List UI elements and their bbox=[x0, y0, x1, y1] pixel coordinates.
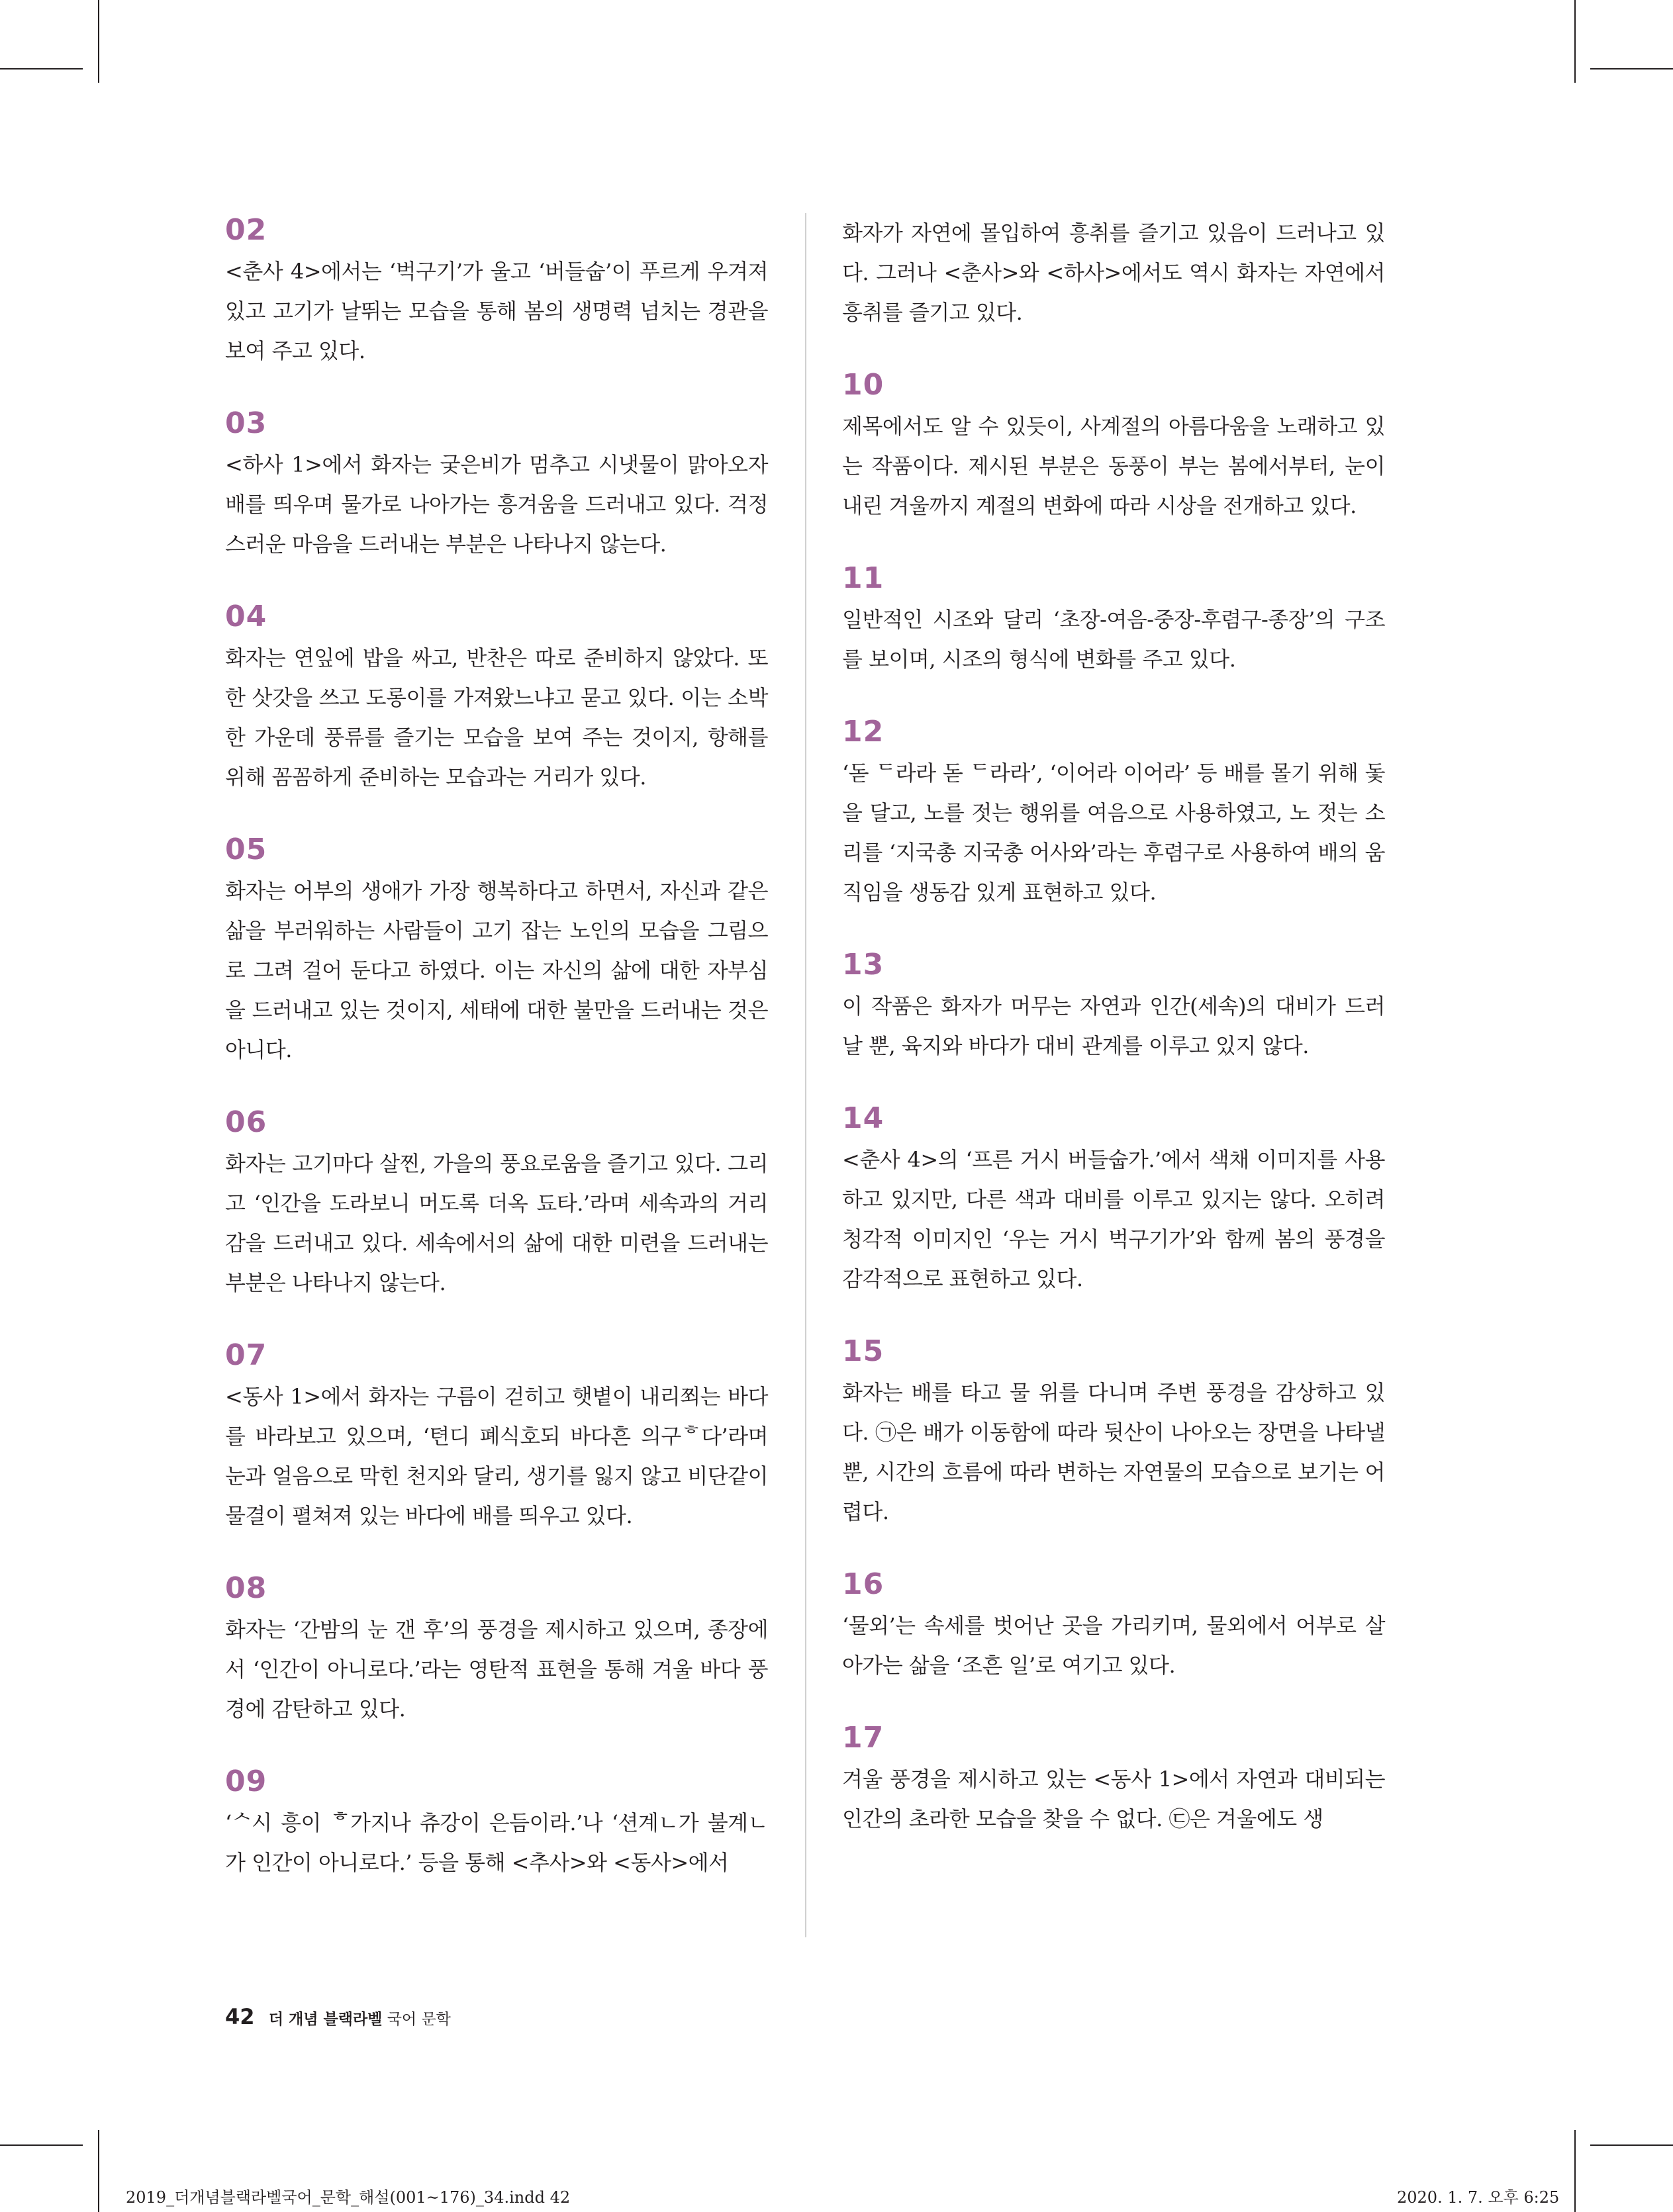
question-number: 02 bbox=[225, 213, 267, 247]
question-number: 04 bbox=[225, 600, 267, 633]
answer-entry bbox=[842, 1334, 1385, 1532]
column-divider bbox=[805, 213, 806, 1937]
question-number: 10 bbox=[842, 368, 884, 402]
right-column bbox=[842, 213, 1385, 1874]
explanation-text: 화자는 배를 타고 물 위를 다니며 주변 풍경을 감상하고 있다. ㉠은 배가 이동함에 따라 뒷산이 나아오는 장면을 나타낼 뿐, 시간의 흐름에 따라 변하는 자연물의 모습으로 보기는 어렵다. bbox=[842, 1380, 1385, 1524]
crop-mark bbox=[0, 68, 83, 69]
crop-mark bbox=[98, 2130, 99, 2212]
explanation-text: <춘사 4>에서는 ‘벅구기’가 울고 ‘버들숩’이 푸르게 우겨져 있고 고기가 날뛰는 모습을 통해 봄의 생명력 넘치는 경관을 보여 주고 있다. bbox=[225, 259, 768, 363]
crop-mark bbox=[1574, 2130, 1576, 2212]
answer-entry bbox=[842, 561, 1385, 679]
question-number: 12 bbox=[842, 715, 884, 749]
explanation-text: ‘돋 ᄃ라라 돋 ᄃ라라’, ‘이어라 이어라’ 등 배를 몰기 위해 돛을 달고, 노를 젓는 행위를 여음으로 사용하였고, 노 젓는 소리를 ‘지국총 지국총 어사와’라는 후렴구로 사용하여 배의 움직임을 생동감 있게 표현하고 있다. bbox=[842, 760, 1385, 905]
explanation-text: <하사 1>에서 화자는 궂은비가 멈추고 시냇물이 맑아오자 배를 띄우며 물가로 나아가는 흥겨움을 드러내고 있다. 걱정스러운 마음을 드러내는 부분은 나타나지 않는다. bbox=[225, 452, 768, 557]
answer-entry bbox=[225, 1765, 768, 1882]
question-number: 15 bbox=[842, 1334, 884, 1368]
question-number: 16 bbox=[842, 1567, 884, 1601]
answer-entry bbox=[225, 1571, 768, 1729]
question-number: 07 bbox=[225, 1338, 267, 1372]
explanation-text: ‘물외’는 속세를 벗어난 곳을 가리키며, 물외에서 어부로 살아가는 삶을 ‘조흔 일’로 여기고 있다. bbox=[842, 1613, 1385, 1678]
question-number: 03 bbox=[225, 406, 267, 440]
question-number: 05 bbox=[225, 833, 267, 866]
explanation-text: 화자는 ‘간밤의 눈 갠 후’의 풍경을 제시하고 있으며, 종장에서 ‘인간이 아니로다.’라는 영탄적 표현을 통해 겨울 바다 풍경에 감탄하고 있다. bbox=[225, 1617, 768, 1722]
book-title: 더 개념 블랙라벨 bbox=[268, 2011, 383, 2028]
answer-entry bbox=[842, 948, 1385, 1066]
crop-mark bbox=[1590, 2144, 1673, 2146]
crop-mark bbox=[1590, 68, 1673, 69]
question-number: 09 bbox=[225, 1765, 267, 1798]
explanation-text: 화자는 고기마다 살찐, 가을의 풍요로움을 즐기고 있다. 그리고 ‘인간을 도라보니 머도록 더옥 됴타.’라며 세속과의 거리감을 드러내고 있다. 세속에서의 삶에 대한 미련을 드러내는 부분은 나타나지 않는다. bbox=[225, 1151, 768, 1295]
answer-entry bbox=[842, 1101, 1385, 1299]
crop-mark bbox=[0, 2144, 83, 2146]
question-number: 06 bbox=[225, 1105, 267, 1139]
explanation-text: 화자는 연잎에 밥을 싸고, 반찬은 따로 준비하지 않았다. 또한 삿갓을 쓰고 도롱이를 가져왔느냐고 묻고 있다. 이는 소박한 가운데 풍류를 즐기는 모습을 보여 주는 것이지, 항해를 위해 꼼꼼하게 준비하는 모습과는 거리가 있다. bbox=[225, 645, 768, 790]
answer-entry bbox=[842, 368, 1385, 526]
answer-entry bbox=[225, 1105, 768, 1303]
crop-mark bbox=[1574, 0, 1576, 83]
question-number: 13 bbox=[842, 948, 884, 982]
explanation-text: 제목에서도 알 수 있듯이, 사계절의 아름다움을 노래하고 있는 작품이다. 제시된 부분은 동풍이 부는 봄에서부터, 눈이 내린 겨울까지 계절의 변화에 따라 시상을 전개하고 있다. bbox=[842, 414, 1385, 518]
answer-entry bbox=[225, 213, 768, 371]
explanation-text: <춘사 4>의 ‘프른 거시 버들숩가.’에서 색채 이미지를 사용하고 있지만, 다른 색과 대비를 이루고 있지는 않다. 오히려 청각적 이미지인 ‘우는 거시 벅구기가’와 함께 봄의 풍경을 감각적으로 표현하고 있다. bbox=[842, 1147, 1385, 1291]
question-number: 11 bbox=[842, 561, 884, 595]
crop-mark bbox=[98, 0, 99, 83]
question-number: 17 bbox=[842, 1721, 884, 1755]
explanation-text: 겨울 풍경을 제시하고 있는 <동사 1>에서 자연과 대비되는 인간의 초라한 모습을 찾을 수 없다. ㉢은 겨울에도 생 bbox=[842, 1767, 1385, 1831]
subject-label: 국어 문학 bbox=[387, 2011, 451, 2028]
explanation-text: 화자가 자연에 몰입하여 흥취를 즐기고 있음이 드러나고 있다. 그러나 <춘사>와 <하사>에서도 역시 화자는 자연에서 흥취를 즐기고 있다. bbox=[842, 220, 1385, 325]
page-number: 42 bbox=[225, 2004, 255, 2029]
explanation-text: 화자는 어부의 생애가 가장 행복하다고 하면서, 자신과 같은 삶을 부러워하는 사람들이 고기 잡는 노인의 모습을 그림으로 그려 걸어 둔다고 하였다. 이는 자신의 삶에 대한 자부심을 드러내고 있는 것이지, 세태에 대한 불만을 드러내는 것은 아니다. bbox=[225, 878, 768, 1062]
explanation-text: 이 작품은 화자가 머무는 자연과 인간(세속)의 대비가 드러날 뿐, 육지와 바다가 대비 관계를 이루고 있지 않다. bbox=[842, 993, 1385, 1058]
answer-entry bbox=[225, 1338, 768, 1536]
question-number: 14 bbox=[842, 1101, 884, 1135]
left-column bbox=[225, 213, 768, 1918]
answer-entry bbox=[225, 833, 768, 1070]
question-number: 08 bbox=[225, 1571, 267, 1605]
explanation-text: <동사 1>에서 화자는 구름이 걷히고 햇볕이 내리쬐는 바다를 바라보고 있으며, ‘텬디 폐식호되 바다흔 의구ᄒ다’라며 눈과 얼음으로 막힌 천지와 달리, 생기를 잃지 않고 비단같이 물결이 펼쳐져 있는 바다에 배를 띄우고 있다. bbox=[225, 1384, 768, 1528]
slug-datetime: 2020. 1. 7. 오후 6:25 bbox=[1397, 2188, 1560, 2207]
answer-entry bbox=[842, 1721, 1385, 1839]
explanation-text: ‘ᄉ시 흥이 ᄒ가지나 츄강이 은듬이라.’나 ‘션계ㄴ가 불계ㄴ가 인간이 아니로다.’ 등을 통해 <추사>와 <동사>에서 bbox=[225, 1810, 768, 1875]
answer-entry bbox=[225, 406, 768, 564]
answer-entry-continued bbox=[842, 213, 1385, 332]
explanation-text: 일반적인 시조와 달리 ‘초장-여음-중장-후렴구-종장’의 구조를 보이며, 시조의 형식에 변화를 주고 있다. bbox=[842, 607, 1385, 672]
answer-entry bbox=[225, 600, 768, 797]
answer-entry bbox=[842, 715, 1385, 912]
page-footer bbox=[225, 2004, 451, 2029]
slug-filename: 2019_더개념블랙라벨국어_문학_해설(001~176)_34.indd 42 bbox=[126, 2188, 571, 2207]
answer-entry bbox=[842, 1567, 1385, 1685]
